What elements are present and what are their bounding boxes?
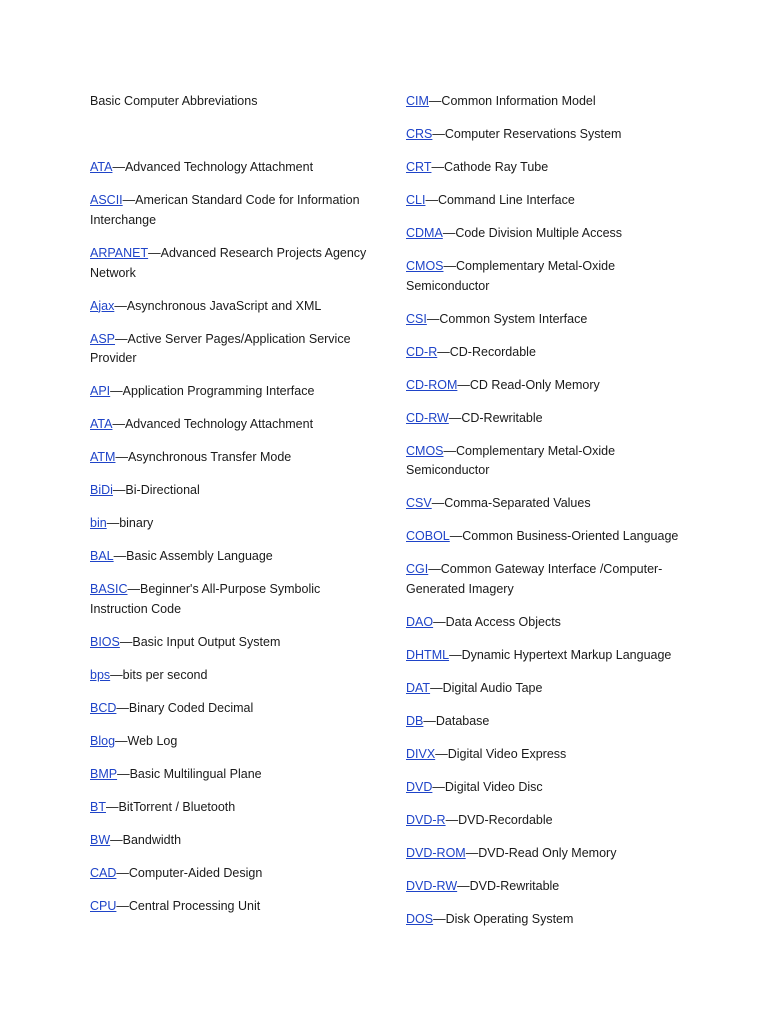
abbreviation-entry: [406, 646, 696, 666]
abbreviation-link[interactable]: DVD-RW: [406, 879, 458, 894]
abbreviation-link[interactable]: BMP: [90, 767, 118, 782]
abbreviation-link[interactable]: ASP: [90, 331, 116, 346]
abbreviation-definition: —Digital Video Express: [435, 747, 567, 762]
abbreviation-entry: [406, 844, 696, 864]
abbreviation-entry: [90, 158, 370, 178]
abbreviation-entry: [90, 244, 370, 283]
abbreviation-entry: [406, 494, 696, 514]
abbreviation-definition: —Data Access Objects: [433, 615, 561, 630]
abbreviation-link[interactable]: CMOS: [406, 259, 444, 273]
abbreviation-entry: [406, 712, 696, 732]
abbreviation-definition: —binary: [106, 516, 154, 531]
abbreviation-entry: [406, 310, 696, 330]
abbreviation-entry: [90, 514, 370, 534]
abbreviation-link[interactable]: DAT: [406, 681, 431, 696]
abbreviation-link[interactable]: BW: [90, 833, 111, 848]
abbreviation-definition: —Common Gateway Interface /Computer-Generated Imagery: [406, 562, 663, 597]
abbreviation-link[interactable]: DAO: [406, 615, 434, 630]
abbreviation-entry: [406, 745, 696, 765]
abbreviation-link[interactable]: BCD: [90, 701, 117, 716]
abbreviation-link[interactable]: CPU: [90, 899, 117, 914]
abbreviation-link[interactable]: COBOL: [406, 529, 450, 544]
abbreviation-entry: [90, 330, 370, 369]
abbreviation-link[interactable]: ASCII: [90, 193, 123, 208]
abbreviation-entry: [406, 376, 696, 396]
abbreviation-entry: [90, 666, 370, 686]
abbreviation-definition: —Computer Reservations System: [432, 127, 622, 141]
abbreviation-entry: [406, 257, 696, 296]
abbreviation-entry: [406, 910, 696, 930]
abbreviation-entry: [406, 158, 696, 178]
abbreviation-link[interactable]: CIM: [406, 94, 429, 108]
abbreviation-link[interactable]: bps: [90, 668, 111, 683]
abbreviation-definition: —Digital Audio Tape: [430, 681, 543, 696]
abbreviation-link[interactable]: DOS: [406, 912, 434, 927]
abbreviation-link[interactable]: CMOS: [406, 443, 444, 458]
abbreviation-entry: [90, 297, 370, 317]
left-column: [90, 92, 370, 930]
abbreviation-entry: [406, 877, 696, 897]
abbreviation-definition: —Advanced Research Projects Agency Network: [90, 246, 367, 280]
abbreviation-entry: [406, 613, 696, 633]
abbreviation-entry: [406, 409, 696, 429]
abbreviation-entry: [406, 191, 696, 211]
abbreviation-definition: —Disk Operating System: [433, 912, 574, 927]
abbreviation-entry: [406, 778, 696, 798]
abbreviation-entry: [90, 191, 370, 230]
abbreviation-link[interactable]: DHTML: [406, 648, 450, 663]
abbreviation-definition: —American Standard Code for Information Interchange: [90, 193, 360, 227]
abbreviation-entry: [90, 382, 370, 402]
abbreviation-link[interactable]: CAD: [90, 866, 117, 881]
abbreviation-definition: —Comma-Separated Values: [431, 496, 591, 511]
abbreviation-definition: —Bi-Directional: [112, 483, 200, 498]
abbreviation-entry: [406, 811, 696, 831]
abbreviation-link[interactable]: API: [90, 384, 111, 399]
abbreviation-entry: [406, 92, 696, 112]
abbreviation-definition: —Basic Assembly Language: [113, 549, 273, 564]
abbreviation-link[interactable]: DIVX: [406, 747, 436, 762]
abbreviation-link[interactable]: CDMA: [406, 226, 443, 240]
abbreviation-definition: —CD Read-Only Memory: [457, 377, 600, 392]
abbreviation-link[interactable]: Ajax: [90, 298, 115, 313]
abbreviation-entry: [90, 481, 370, 501]
abbreviation-entry: [90, 765, 370, 785]
abbreviation-entry: [90, 864, 370, 884]
abbreviation-definition: —Digital Video Disc: [432, 780, 543, 795]
abbreviation-definition: —Common Information Model: [428, 94, 596, 108]
abbreviation-link[interactable]: DB: [406, 714, 424, 729]
abbreviation-definition: —Binary Coded Decimal: [116, 701, 254, 716]
abbreviation-entry: [90, 798, 370, 818]
abbreviation-entry: [90, 897, 370, 917]
abbreviation-entry: [90, 547, 370, 567]
abbreviation-entry: [406, 560, 696, 599]
abbreviation-link[interactable]: CD-ROM: [406, 377, 458, 392]
abbreviation-definition: —Advanced Technology Attachment: [112, 160, 314, 175]
abbreviation-link[interactable]: DVD: [406, 780, 433, 795]
abbreviation-definition: —Database: [423, 714, 490, 729]
abbreviation-entry: [406, 679, 696, 699]
abbreviation-link[interactable]: ATA: [90, 417, 113, 432]
abbreviation-definition: —Basic Input Output System: [119, 635, 281, 650]
abbreviation-definition: —Beginner's All-Purpose Symbolic Instruction Code: [90, 582, 321, 617]
abbreviation-entry: [406, 343, 696, 363]
abbreviation-definition: —Advanced Technology Attachment: [112, 417, 314, 432]
abbreviation-link[interactable]: CRT: [406, 160, 432, 174]
abbreviation-entry: [406, 224, 696, 244]
abbreviation-definition: —Web Log: [115, 734, 178, 749]
abbreviation-definition: —DVD-Read Only Memory: [465, 846, 617, 861]
abbreviation-definition: —bits per second: [110, 668, 208, 683]
right-column: [406, 92, 696, 943]
abbreviation-definition: —Active Server Pages/Application Service Provider: [90, 331, 351, 366]
abbreviation-link[interactable]: CD-R: [406, 344, 438, 359]
abbreviation-entry: [90, 633, 370, 653]
abbreviation-entry: [406, 527, 696, 547]
abbreviation-definition: —Complementary Metal-Oxide Semiconductor: [406, 443, 616, 478]
abbreviation-link[interactable]: BiDi: [90, 483, 113, 498]
abbreviation-entry: [90, 580, 370, 619]
abbreviation-entry: [90, 448, 370, 468]
abbreviation-link[interactable]: ARPANET: [90, 246, 149, 260]
abbreviation-link[interactable]: CRS: [406, 127, 433, 141]
abbreviation-entry: [406, 442, 696, 481]
abbreviation-definition: —Application Programming Interface: [110, 384, 315, 399]
abbreviation-link[interactable]: DVD-R: [406, 813, 446, 828]
abbreviation-entry: [90, 732, 370, 752]
abbreviation-definition: —Common System Interface: [426, 311, 588, 326]
page-title: Basic Computer Abbreviations: [90, 94, 258, 108]
abbreviation-definition: —Dynamic Hypertext Markup Language: [449, 648, 672, 663]
abbreviation-definition: —DVD-Rewritable: [457, 879, 560, 894]
abbreviation-entry: [90, 699, 370, 719]
abbreviation-definition: —Asynchronous Transfer Mode: [115, 450, 292, 465]
abbreviation-link[interactable]: CLI: [406, 193, 426, 207]
abbreviation-link[interactable]: BASIC: [90, 582, 128, 597]
abbreviation-definition: —Computer-Aided Design: [116, 866, 263, 881]
abbreviation-entry: [406, 125, 696, 145]
abbreviation-link[interactable]: ATA: [90, 160, 113, 175]
abbreviation-link[interactable]: BT: [90, 800, 106, 815]
abbreviation-definition: —CD-Rewritable: [448, 410, 543, 425]
abbreviation-definition: —Basic Multilingual Plane: [117, 767, 262, 782]
abbreviation-link[interactable]: CGI: [406, 562, 429, 577]
abbreviation-definition: —Common Business-Oriented Language: [449, 529, 679, 544]
abbreviation-definition: —DVD-Recordable: [445, 813, 553, 828]
abbreviation-definition: —Asynchronous JavaScript and XML: [114, 298, 322, 313]
abbreviation-definition: —CD-Recordable: [437, 344, 536, 359]
abbreviation-link[interactable]: BAL: [90, 549, 114, 564]
abbreviation-definition: —Complementary Metal-Oxide Semiconductor: [406, 259, 616, 293]
abbreviation-definition: —Cathode Ray Tube: [431, 160, 549, 174]
abbreviation-link[interactable]: CSI: [406, 311, 427, 326]
abbreviation-link[interactable]: CSV: [406, 496, 432, 511]
abbreviation-link[interactable]: DVD-ROM: [406, 846, 466, 861]
abbreviation-link[interactable]: BIOS: [90, 635, 120, 650]
abbreviation-definition: —Code Division Multiple Access: [442, 226, 623, 240]
abbreviation-definition: —Command Line Interface: [425, 193, 575, 207]
abbreviation-definition: —Central Processing Unit: [116, 899, 261, 914]
abbreviation-link[interactable]: ATM: [90, 450, 116, 465]
abbreviation-entry: [90, 415, 370, 435]
abbreviation-definition: —Bandwidth: [110, 833, 182, 848]
abbreviation-definition: —BitTorrent / Bluetooth: [105, 800, 236, 815]
abbreviation-link[interactable]: Blog: [90, 734, 116, 749]
abbreviation-link[interactable]: bin: [90, 516, 107, 531]
abbreviation-link[interactable]: CD-RW: [406, 410, 449, 425]
abbreviation-entry: [90, 831, 370, 851]
